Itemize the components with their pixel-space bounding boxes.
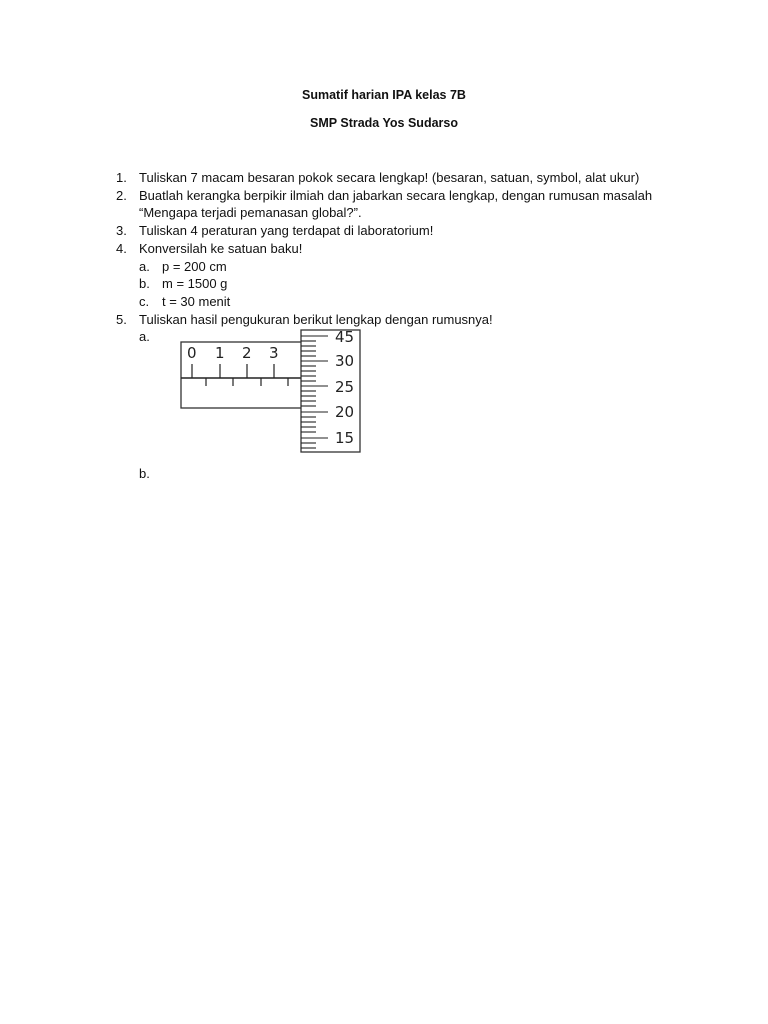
micrometer-diagram (178, 326, 364, 456)
question-2-text-line2: “Mengapa terjadi pemanasan global?”. (139, 205, 362, 220)
question-4-sub-letter-c: c. (139, 294, 150, 309)
sleeve-label-2: 2 (242, 344, 252, 362)
sleeve-label-0: 0 (187, 344, 197, 362)
question-4-sub-letter-b: b. (139, 276, 150, 291)
thimble-label-25: 25 (335, 378, 355, 396)
thimble-label-45: 45 (335, 328, 355, 346)
question-number-4: 4. (116, 241, 127, 256)
question-5-sub-letter-b: b. (139, 466, 150, 481)
thimble-label-20: 20 (335, 403, 355, 421)
question-4-sub-b-text: m = 1500 g (162, 276, 228, 291)
question-number-3: 3. (116, 223, 127, 238)
question-number-1: 1. (116, 170, 127, 185)
question-4-text: Konversilah ke satuan baku! (139, 241, 303, 256)
question-5-text: Tuliskan hasil pengukuran berikut lengkap dengan rumusnya! (139, 312, 493, 327)
thimble-label-30: 30 (335, 352, 355, 370)
thimble-label-15: 15 (335, 429, 355, 447)
question-2-text: Buatlah kerangka berpikir ilmiah dan jabarkan secara lengkap, dengan rumusan masalah (139, 188, 653, 203)
question-4-sub-c-text: t = 30 menit (162, 294, 231, 309)
school-name: SMP Strada Yos Sudarso (310, 116, 458, 130)
sleeve-label-3: 3 (269, 344, 279, 362)
question-4-sub-letter-a: a. (139, 259, 150, 274)
question-3-text: Tuliskan 4 peraturan yang terdapat di laboratorium! (139, 223, 434, 238)
document-title: Sumatif harian IPA kelas 7B (302, 88, 466, 102)
question-4-sub-a-text: p = 200 cm (162, 259, 227, 274)
question-1-text: Tuliskan 7 macam besaran pokok secara lengkap! (besaran, satuan, symbol, alat ukur) (139, 170, 640, 185)
question-5-sub-letter-a: a. (139, 329, 150, 344)
question-number-5: 5. (116, 312, 127, 327)
question-number-2: 2. (116, 188, 127, 203)
sleeve-label-1: 1 (215, 344, 225, 362)
